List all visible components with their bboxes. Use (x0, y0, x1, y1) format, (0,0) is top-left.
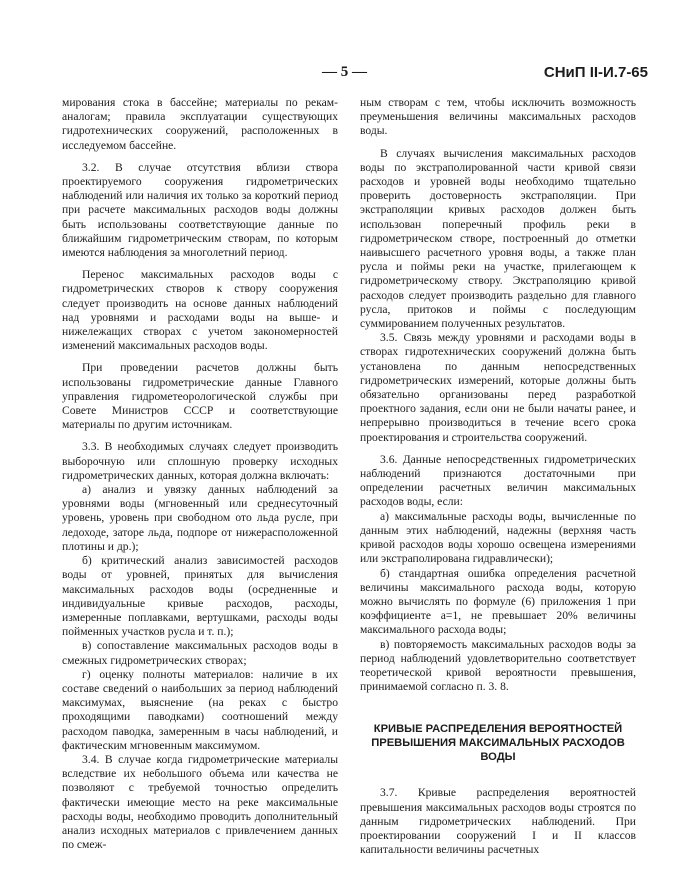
page-header (0, 64, 700, 86)
list-item-a: а) максимальные расходы воды, вычисленные по данным этих наблюдений, надежны (верхняя часть кривой расходов воды хорошо освещена измерениями или экстраполирована гидравлически); (360, 509, 636, 566)
paragraph: ным створам с тем, чтобы исключить возможность преуменьшения величины максимальных расходов воды. (360, 96, 636, 138)
paragraph-3-2: 3.2. В случае отсутствия вблизи створа проектируемого сооружения гидрометрических наблюдений или наличия их только за короткий период при расчете максимальных расходов воды должны быть использованы соответствующие данные по ближайшим гидрометрическим створам, по которым имеются наблюдения за многолетний период. (62, 160, 338, 260)
list-item-a: а) анализ и увязку данных наблюдений за уровнями воды (мгновенный или среднесуточный уровень, уровень при свободном ото льда русле, при ледоходе, заторе льда, подпоре от нижерасположенной плотины и др.); (62, 483, 338, 553)
paragraph-3-5: 3.5. Связь между уровнями и расходами воды в створах гидротехнических сооружений должна быть установлена по данным непосредственных гидрометрических измерений, которые должны быть обязательно организованы перед разработкой проектного задания, если они не были начаты ранее, и непрерывно производиться в течение всего срока проектирования и строительства сооружений. (360, 331, 636, 444)
right-column (360, 96, 636, 857)
paragraph: При проведении расчетов должны быть использованы гидрометрические данные Главного управления гидрометеорологической службы при Совете Министров СССР и соответствующие материалы по другим источникам. (62, 361, 338, 432)
list-item-v: в) повторяемость максимальных расходов воды за период наблюдений удовлетворительно соответствует теоретической кривой вероятности превышения, принимаемой согласно п. 3. 8. (360, 637, 636, 694)
paragraph-3-6: 3.6. Данные непосредственных гидрометрических наблюдений признаются достаточными при определении расчетных величин максимальных расходов воды, если: (360, 452, 636, 509)
paragraph-3-7: 3.7. Кривые распределения вероятностей превышения максимальных расходов воды строятся по данным гидрометрических наблюдений. При проектировании сооружений I и II классов капитальности величины расчетных (360, 786, 636, 857)
paragraph: мирования стока в бассейне; материалы по рекам-аналогам; правила эксплуатации существующих гидротехнических сооружений, расположенных в исследуемом бассейне. (62, 96, 338, 152)
list-item-b: б) стандартная ошибка определения расчетной величины максимального расхода воды, которую можно вычислять по формуле (6) приложения 1 при коэффициенте a=1, не превышает 20% величины максимального расхода воды; (360, 566, 636, 637)
list-item-g: г) оценку полноты материалов: наличие в их составе сведений о наибольших за период наблюдений максимумах, выяснение (на реках с быстро проходящими паводками) соотношений между расходом паводка, замеренным в часы наблюдений, и фактическим мгновенным максимумом. (62, 667, 338, 752)
left-column (62, 96, 338, 852)
paragraph: Перенос максимальных расходов воды с гидрометрических створов к створу сооружения следует производить на основе данных наблюдений над уровнями и расходами воды на выше- и нижележащих створах с учетом закономерностей изменений максимальных расходов воды. (62, 268, 338, 353)
document-code: СНиП II-И.7-65 (543, 64, 648, 81)
section-heading: КРИВЫЕ РАСПРЕДЕЛЕНИЯ ВЕРОЯТНОСТЕЙ ПРЕВЫШЕНИЯ МАКСИМАЛЬНЫХ РАСХОДОВ ВОДЫ (371, 723, 625, 764)
paragraph-3-3: 3.3. В необходимых случаях следует производить выборочную или сплошную проверку исходных гидрометрических данных, которая должна включать: (62, 440, 338, 482)
page-number: — 5 — (322, 64, 367, 80)
paragraph-3-4: 3.4. В случае когда гидрометрические материалы вследствие их небольшого объема или качества не позволяют с требуемой точностью определить фактически имеющие место на реке максимальные расходы воды, необходимо проводить дополнительный анализ исходных материалов с привлечением данных по смеж- (62, 752, 338, 852)
list-item-b: б) критический анализ зависимостей расходов воды от уровней, принятых для вычисления максимальных расходов воды (осредненные и индивидуальные кривые расходов, расходы, измеренные поплавками, вертушками, расходы воды пойменных участков русла и т. п.); (62, 554, 338, 639)
paragraph: В случаях вычисления максимальных расходов воды по экстраполированной части кривой связи расходов и уровней воды необходимо тщательно проверить достоверность экстраполяции. При экстраполяции кривых расходов должен быть использован поперечный профиль реки в гидрометрическом створе, построенный до отметки наивысшего расчетного уровня воды, а также план русла и поймы реки на участке, прилегающем к гидрометрическому створу. Экстраполяцию кривой расходов следует производить раздельно для главного русла, притоков и поймы с последующим суммированием полученных результатов. (360, 146, 636, 331)
list-item-v: в) сопоставление максимальных расходов воды в смежных гидрометрических створах; (62, 639, 338, 667)
